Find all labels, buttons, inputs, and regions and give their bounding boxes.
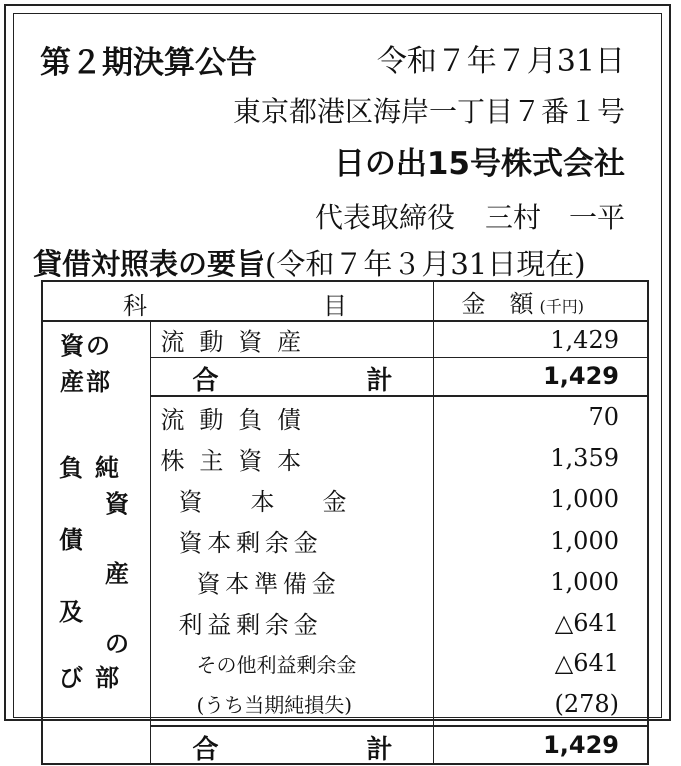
total-label-1: 合 <box>192 366 219 397</box>
amount-header: 金 額 <box>461 289 534 318</box>
balance-sheet-table <box>41 280 649 765</box>
balance-sheet-title <box>33 242 586 283</box>
representative-name: 三村 一平 <box>484 201 625 234</box>
row-amount: 70 <box>588 403 619 432</box>
notice-date: 令和７年７月31日 <box>376 44 625 79</box>
row-amount: △641 <box>554 649 619 678</box>
row-amount: 1,000 <box>550 485 619 514</box>
assets-section-label <box>42 321 150 396</box>
table-row <box>42 321 648 358</box>
assets-label-line-2: 産部 <box>60 368 112 396</box>
label-char: 及 <box>59 597 83 626</box>
row-label: 資本剰余金 <box>178 529 323 557</box>
company-name: 日の出15号株式会社 <box>333 146 625 182</box>
row-label: 利益剰余金 <box>178 611 323 640</box>
total-label-2: 計 <box>366 734 393 765</box>
row-amount: 1,429 <box>550 325 619 354</box>
assets-label-line-1: 資の <box>60 332 112 360</box>
row-amount: 1,359 <box>550 444 619 473</box>
unit-label: (千円) <box>539 296 584 316</box>
company-address: 東京都港区海岸一丁目７番１号 <box>232 95 625 128</box>
label-char: 部 <box>95 663 119 692</box>
row-label: 資本準備金 <box>196 570 341 599</box>
representative-title: 代表取締役 <box>314 201 455 234</box>
balance-sheet-heading: 貸借対照表の要旨 <box>33 247 266 281</box>
liabilities-section-label <box>42 396 150 726</box>
total-label-1: 合 <box>192 734 219 765</box>
liabilities-total-row <box>42 726 648 764</box>
total-label-2: 計 <box>366 366 393 397</box>
amount-column-header <box>433 281 648 321</box>
label-char: の <box>105 629 129 658</box>
row-amount: △641 <box>554 608 619 637</box>
assets-total-amount: 1,429 <box>433 358 648 396</box>
row-label: 資 本 金 <box>178 487 347 516</box>
label-char: 純 <box>95 453 119 482</box>
row-amount: (278) <box>433 683 648 725</box>
row-label: その他利益剰余金 <box>196 652 357 677</box>
liabilities-total-amount: 1,429 <box>543 730 619 759</box>
item-header-1: 科 <box>123 292 147 320</box>
label-char: 資 <box>105 489 129 518</box>
label-char: び <box>59 663 83 692</box>
label-char: 債 <box>59 525 83 554</box>
row-label: 流動資産 <box>160 328 317 356</box>
table-row <box>42 396 648 438</box>
item-column-header <box>42 281 433 321</box>
label-char: 負 <box>59 453 83 482</box>
balance-sheet-date: (令和７年３月31日現在) <box>265 247 586 281</box>
label-char: 産 <box>105 559 129 588</box>
column-header-row <box>42 281 648 321</box>
item-header-2: 目 <box>323 292 347 320</box>
row-label: 株主資本 <box>160 446 317 475</box>
row-label: 流動負債 <box>160 405 317 434</box>
row-amount: 1,000 <box>550 526 619 555</box>
notice-title: 第２期決算公告 <box>40 45 257 81</box>
representative <box>315 196 625 236</box>
row-label: (うち当期純損失) <box>196 693 353 718</box>
row-amount: 1,000 <box>550 567 619 596</box>
